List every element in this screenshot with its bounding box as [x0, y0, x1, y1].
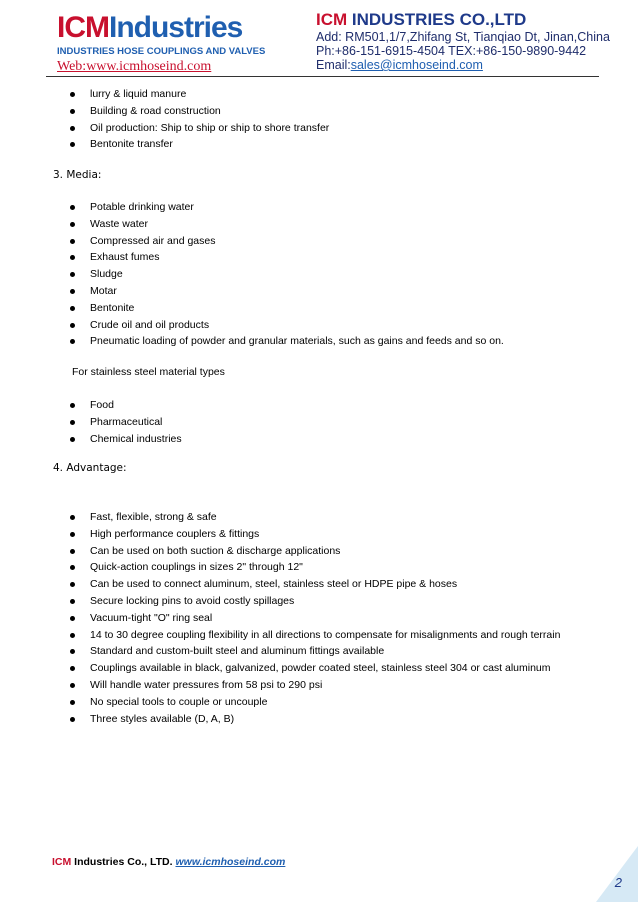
company-phone: Ph:+86-151-6915-4504 TEX:+86-150-9890-9442	[316, 44, 587, 58]
list-item: No special tools to couple or uncouple	[64, 694, 560, 711]
bullet-icon	[70, 255, 75, 260]
company-email-line: Email:sales@icmhoseind.com	[316, 58, 483, 72]
list-item: Fast, flexible, strong & safe	[64, 509, 560, 526]
company-logo	[57, 11, 266, 57]
advantage-list	[64, 509, 560, 727]
bullet-icon	[70, 683, 75, 688]
bullet-icon	[70, 515, 75, 520]
list-item: Oil production: Ship to ship or ship to shore transfer	[64, 120, 329, 137]
bullet-icon	[70, 633, 75, 638]
list-item: Compressed air and gases	[64, 233, 504, 250]
footer-website-link[interactable]: www.icmhoseind.com	[175, 856, 286, 868]
list-item: Can be used to connect aluminum, steel, stainless steel or HDPE pipe & hoses	[64, 576, 560, 593]
list-item: Food	[64, 397, 182, 414]
bullet-icon	[70, 142, 75, 147]
logo-wordmark: ICMIndustries	[57, 11, 243, 44]
company-address: Add: RM501,1/7,Zhifang St, Tianqiao Dt, Jinan,China	[316, 30, 610, 44]
list-item: Waste water	[64, 216, 504, 233]
bullet-icon	[70, 289, 75, 294]
page-number: 2	[614, 875, 622, 890]
list-item: Three styles available (D, A, B)	[64, 711, 560, 728]
list-item: Can be used on both suction & discharge applications	[64, 543, 560, 560]
email-link[interactable]: sales@icmhoseind.com	[350, 58, 483, 72]
page-corner-decoration	[596, 846, 638, 902]
list-item: Bentonite transfer	[64, 136, 329, 153]
bullet-icon	[70, 205, 75, 210]
applications-list	[64, 86, 329, 153]
bullet-icon	[70, 403, 75, 408]
list-item: Standard and custom-built steel and aluminum fittings available	[64, 643, 560, 660]
stainless-list	[64, 397, 182, 447]
bullet-icon	[70, 549, 75, 554]
company-info	[316, 10, 626, 72]
list-item: Building & road construction	[64, 103, 329, 120]
list-item: Crude oil and oil products	[64, 317, 504, 334]
bullet-icon	[70, 616, 75, 621]
website-link[interactable]: Web:www.icmhoseind.com	[57, 59, 212, 74]
media-heading: 3. Media:	[53, 169, 102, 181]
advantage-heading: 4. Advantage:	[53, 462, 127, 474]
bullet-icon	[70, 437, 75, 442]
bullet-icon	[70, 532, 75, 537]
bullet-icon	[70, 717, 75, 722]
list-item: Sludge	[64, 266, 504, 283]
list-item: Pneumatic loading of powder and granular materials, such as gains and feeds and so on.	[64, 333, 504, 350]
list-item: Secure locking pins to avoid costly spillages	[64, 593, 560, 610]
bullet-icon	[70, 323, 75, 328]
bullet-icon	[70, 565, 75, 570]
media-list	[64, 199, 504, 350]
bullet-icon	[70, 700, 75, 705]
list-item: High performance couplers & fittings	[64, 526, 560, 543]
bullet-icon	[70, 92, 75, 97]
bullet-icon	[70, 306, 75, 311]
bullet-icon	[70, 339, 75, 344]
list-item: Potable drinking water	[64, 199, 504, 216]
company-name: ICM INDUSTRIES CO.,LTD	[316, 10, 527, 29]
bullet-icon	[70, 109, 75, 114]
bullet-icon	[70, 582, 75, 587]
header-divider	[46, 76, 599, 77]
bullet-icon	[70, 666, 75, 671]
list-item: Pharmaceutical	[64, 414, 182, 431]
page-footer: ICM Industries Co., LTD. www.icmhoseind.com	[52, 856, 286, 868]
stainless-intro: For stainless steel material types	[72, 366, 225, 378]
logo-tagline: INDUSTRIES HOSE COUPLINGS AND VALVES	[57, 46, 266, 57]
list-item: Chemical industries	[64, 431, 182, 448]
list-item: Couplings available in black, galvanized, powder coated steel, stainless steel 304 or cast aluminum	[64, 660, 560, 677]
list-item: lurry & liquid manure	[64, 86, 329, 103]
bullet-icon	[70, 222, 75, 227]
list-item: Bentonite	[64, 300, 504, 317]
list-item: Quick-action couplings in sizes 2" through 12"	[64, 559, 560, 576]
list-item: 14 to 30 degree coupling flexibility in all directions to compensate for misalignments and rough terrain	[64, 627, 560, 644]
bullet-icon	[70, 599, 75, 604]
bullet-icon	[70, 126, 75, 131]
list-item: Vacuum-tight "O" ring seal	[64, 610, 560, 627]
list-item: Exhaust fumes	[64, 249, 504, 266]
list-item: Motar	[64, 283, 504, 300]
bullet-icon	[70, 649, 75, 654]
bullet-icon	[70, 239, 75, 244]
bullet-icon	[70, 420, 75, 425]
bullet-icon	[70, 272, 75, 277]
list-item: Will handle water pressures from 58 psi to 290 psi	[64, 677, 560, 694]
